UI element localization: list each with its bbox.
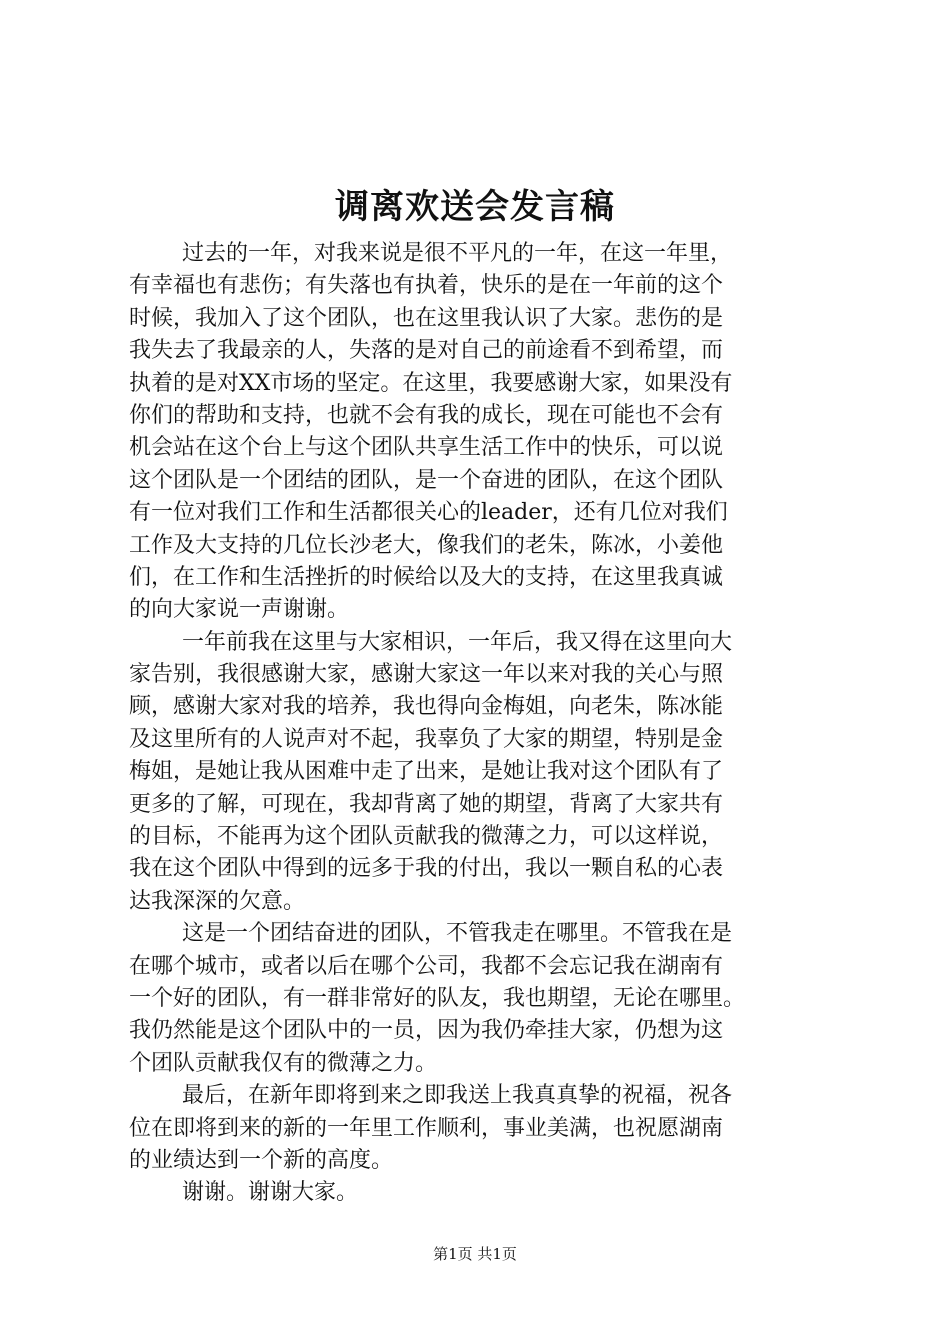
text-line: 一年前我在这里与大家相识，一年后，我又得在这里向大 <box>182 629 733 655</box>
page-footer: 第1页 共1页 <box>433 1245 517 1263</box>
text-line: 的目标，不能再为这个团队贡献我的微薄之力，可以这样说， <box>129 824 724 850</box>
text-line: 们，在工作和生活挫折的时候给以及大的支持，在这里我真诚 <box>129 564 724 590</box>
text-line: 位在即将到来的新的一年里工作顺利，事业美满，也祝愿湖南 <box>129 1115 724 1141</box>
text-line: 最后，在新年即将到来之即我送上我真真挚的祝福，祝各 <box>182 1083 733 1109</box>
text-line: 我仍然能是这个团队中的一员，因为我仍牵挂大家，仍想为这 <box>129 1018 724 1044</box>
text-line: 执着的是对XX市场的坚定。在这里，我要感谢大家，如果没有 <box>129 370 733 396</box>
text-line: 谢谢。谢谢大家。 <box>182 1180 359 1206</box>
text-line: 达我深深的欠意。 <box>129 888 306 914</box>
text-line: 一个好的团队，有一群非常好的队友，我也期望，无论在哪里。 <box>129 985 746 1011</box>
text-line: 的向大家说一声谢谢。 <box>129 597 350 623</box>
text-line: 你们的帮助和支持，也就不会有我的成长，现在可能也不会有 <box>129 402 724 428</box>
text-line: 顾，感谢大家对我的培养，我也得向金梅姐，向老朱，陈冰能 <box>129 694 724 720</box>
text-line: 在哪个城市，或者以后在哪个公司，我都不会忘记我在湖南有 <box>129 953 724 979</box>
document-body <box>129 238 833 1210</box>
text-line: 的业绩达到一个新的高度。 <box>129 1147 394 1173</box>
text-line: 梅姐，是她让我从困难中走了出来，是她让我对这个团队有了 <box>129 759 724 785</box>
text-line: 个团队贡献我仅有的微薄之力。 <box>129 1050 438 1076</box>
text-line: 工作及大支持的几位长沙老大，像我们的老朱，陈冰，小姜他 <box>129 532 724 558</box>
paragraph-1 <box>129 238 833 627</box>
text-line: 我失去了我最亲的人，失落的是对自己的前途看不到希望，而 <box>129 338 724 364</box>
text-line: 我在这个团队中得到的远多于我的付出，我以一颗自私的心表 <box>129 856 724 882</box>
text-line: 时候，我加入了这个团队，也在这里我认识了大家。悲伤的是 <box>129 305 724 331</box>
text-line: 家告别，我很感谢大家，感谢大家这一年以来对我的关心与照 <box>129 662 724 688</box>
paragraph-5 <box>129 1177 833 1209</box>
text-line: 有一位对我们工作和生活都很关心的leader，还有几位对我们 <box>129 500 728 526</box>
text-line: 这个团队是一个团结的团队，是一个奋进的团队，在这个团队 <box>129 467 724 493</box>
paragraph-4 <box>129 1080 833 1177</box>
paragraph-2 <box>129 627 833 919</box>
text-line: 这是一个团结奋进的团队，不管我走在哪里。不管我在是 <box>182 921 733 947</box>
text-line: 及这里所有的人说声对不起，我辜负了大家的期望，特别是金 <box>129 726 724 752</box>
text-line: 更多的了解，可现在，我却背离了她的期望，背离了大家共有 <box>129 791 724 817</box>
document-title: 调离欢送会发言稿 <box>335 187 615 227</box>
text-line: 过去的一年，对我来说是很不平凡的一年，在这一年里， <box>182 241 733 266</box>
paragraph-3 <box>129 918 833 1080</box>
text-line: 有幸福也有悲伤；有失落也有执着，快乐的是在一年前的这个 <box>129 273 724 299</box>
text-line: 机会站在这个台上与这个团队共享生活工作中的快乐，可以说 <box>129 435 724 461</box>
